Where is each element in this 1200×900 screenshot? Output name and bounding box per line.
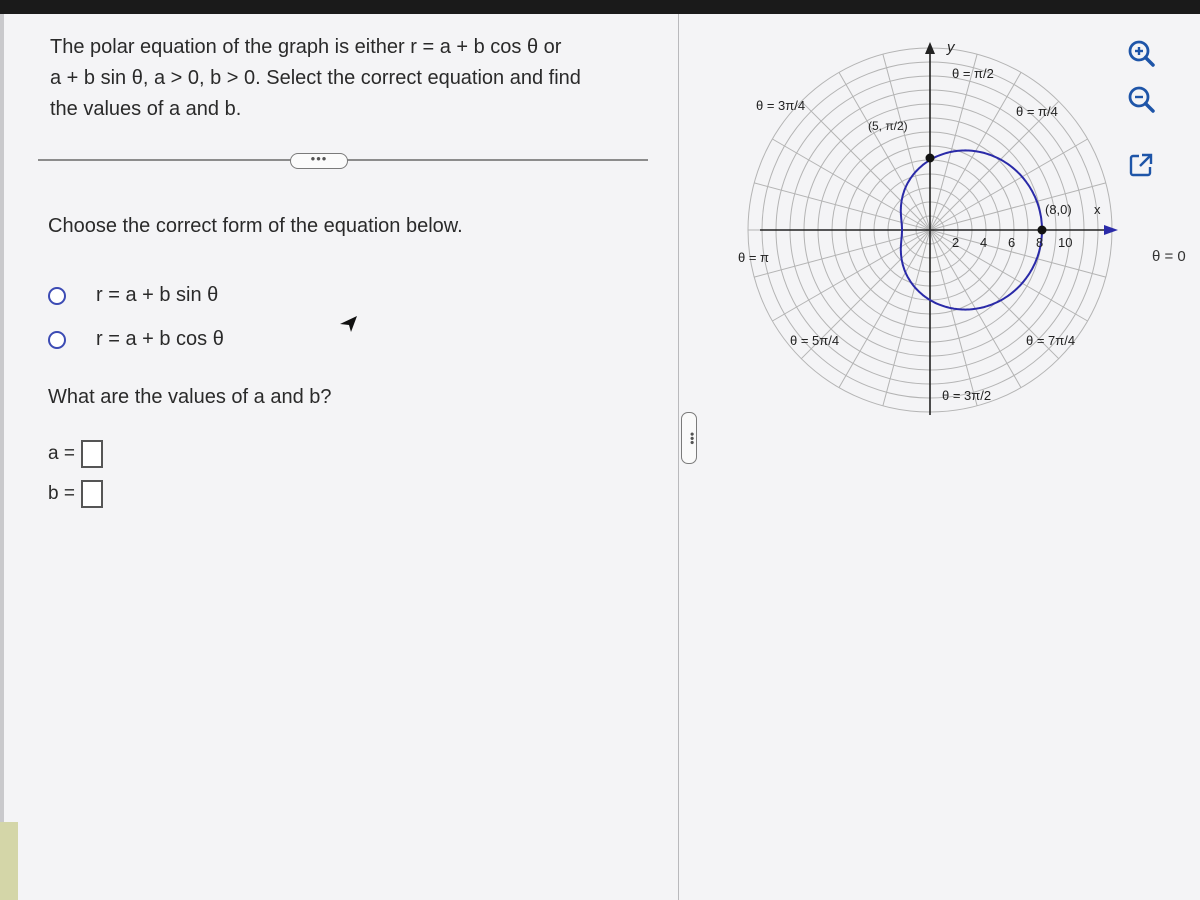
zoom-in-icon [1126, 38, 1156, 68]
mouse-cursor-icon [338, 312, 360, 334]
grid-ray [801, 101, 930, 230]
radio-cos[interactable] [48, 331, 66, 349]
open-new-window-button[interactable] [1118, 142, 1164, 188]
label-theta-pi-over-2: θ = π/2 [952, 66, 994, 81]
grid-ray [930, 230, 977, 406]
answer-a-row [48, 440, 103, 468]
option-cos-label: r = a + b cos θ [96, 328, 224, 350]
panel-divider [678, 14, 679, 900]
left-edge [0, 14, 4, 900]
option-sin[interactable] [48, 284, 218, 307]
x-axis-label: x [1094, 202, 1101, 217]
answer-b-input[interactable] [81, 480, 103, 508]
point-label-eight-zero: (8,0) [1045, 202, 1072, 217]
label-theta-3pi-over-2: θ = 3π/2 [942, 388, 992, 403]
label-theta-pi-over-4: θ = π/4 [1016, 104, 1058, 119]
label-theta-5pi-over-4: θ = 5π/4 [790, 333, 840, 348]
answer-a-input[interactable] [81, 440, 103, 468]
open-new-window-icon [1128, 152, 1154, 178]
question-line-1: The polar equation of the graph is either r = a + b cos θ or [50, 36, 562, 58]
more-button[interactable]: ••• [290, 153, 348, 169]
option-sin-label: r = a + b sin θ [96, 284, 219, 306]
label-theta-zero: θ = 0 [1152, 248, 1186, 265]
point-eight-zero [1038, 226, 1047, 235]
prompt-form: Choose the correct form of the equation below. [48, 215, 463, 237]
grid-ray [839, 230, 930, 388]
zoom-out-icon [1126, 84, 1156, 114]
question-text [50, 32, 650, 125]
radio-sin[interactable] [48, 287, 66, 305]
answer-b-row [48, 480, 103, 508]
option-cos[interactable] [48, 328, 224, 351]
grid-ray [883, 230, 930, 406]
label-theta-7pi-over-4: θ = 7π/4 [1026, 333, 1076, 348]
x-axis-arrow-icon [1104, 225, 1118, 235]
top-bar [0, 0, 1200, 14]
y-axis-label: y [947, 39, 955, 56]
label-theta-3pi-over-4: θ = 3π/4 [756, 98, 806, 113]
polar-graph [720, 30, 1120, 420]
point-five-pi-over-2 [926, 154, 935, 163]
grid-ray [930, 183, 1106, 230]
answer-b-label: b = [48, 483, 75, 504]
answer-a-label: a = [48, 443, 75, 464]
x-tick-6: 6 [1008, 235, 1016, 250]
grid-ray [839, 72, 930, 230]
zoom-in-button[interactable] [1118, 30, 1164, 76]
x-tick-8: 8 [1036, 235, 1044, 250]
x-tick-2: 2 [952, 235, 960, 250]
x-tick-4: 4 [980, 235, 988, 250]
question-line-2: a + b sin θ, a > 0, b > 0. Select the correct equation and find [50, 67, 581, 89]
prompt-values: What are the values of a and b? [48, 386, 332, 408]
question-line-3: the values of a and b. [50, 98, 242, 120]
x-tick-10: 10 [1058, 235, 1073, 250]
label-theta-pi: θ = π [738, 250, 770, 265]
point-label-five-pi-over-2: (5, π/2) [868, 119, 908, 133]
zoom-out-button[interactable] [1118, 76, 1164, 122]
left-strip [0, 822, 18, 900]
grid-ray [883, 54, 930, 230]
divider-handle[interactable]: ••• [681, 412, 697, 464]
